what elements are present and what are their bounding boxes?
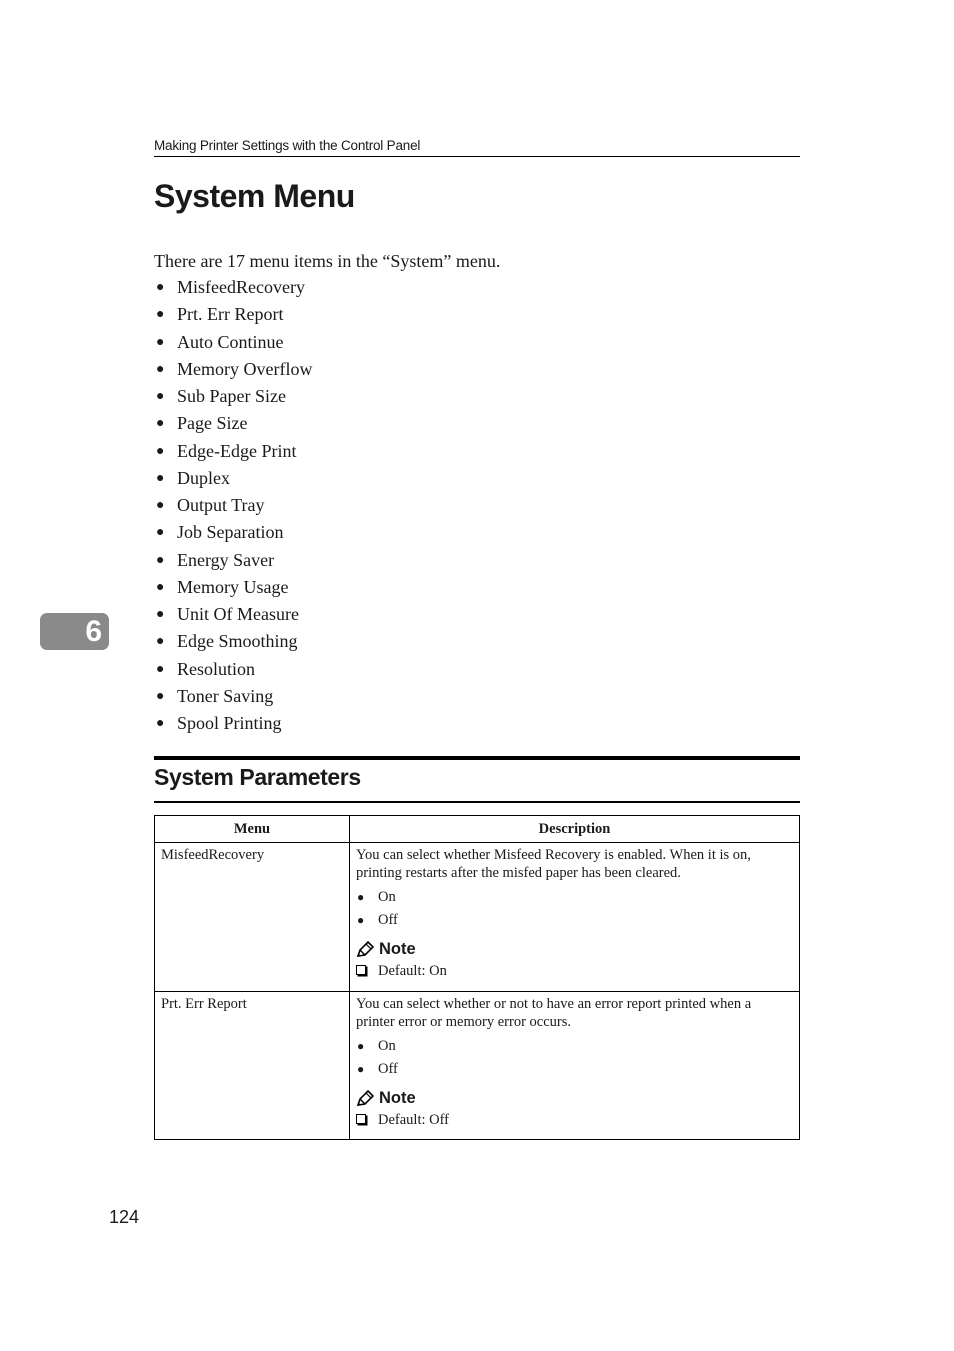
note-item xyxy=(356,1109,793,1131)
page-number: 124 xyxy=(109,1207,140,1227)
description-cell xyxy=(350,992,800,1140)
table-row xyxy=(155,843,800,992)
note-text: Default: On xyxy=(378,963,447,979)
bullet-icon: ● xyxy=(357,913,365,927)
section-title: System Parameters xyxy=(154,764,361,790)
list-item-label: Prt. Err Report xyxy=(177,304,284,325)
list-item-label: Spool Printing xyxy=(177,713,282,733)
note-label: Note xyxy=(379,1089,416,1107)
option-item xyxy=(356,1058,793,1081)
list-item xyxy=(154,547,312,574)
list-item xyxy=(154,274,312,301)
list-item xyxy=(154,519,312,546)
system-menu-list xyxy=(154,274,312,737)
bullet-icon: ● xyxy=(156,634,165,650)
option-item xyxy=(356,886,793,909)
bullet-icon: ● xyxy=(357,1039,365,1053)
section-rule xyxy=(154,756,800,760)
list-item xyxy=(154,683,312,710)
option-label: On xyxy=(378,1038,396,1054)
bullet-icon: ● xyxy=(156,716,165,731)
page-title: System Menu xyxy=(154,178,355,214)
list-item-label: Memory Usage xyxy=(177,576,289,597)
list-item-label: Job Separation xyxy=(177,522,284,543)
bullet-icon: ● xyxy=(156,498,165,513)
list-item-label: Edge-Edge Print xyxy=(177,440,297,461)
list-item xyxy=(154,465,312,492)
bullet-icon: ● xyxy=(156,416,165,432)
bullet-icon: ● xyxy=(156,470,165,486)
description-text: You can select whether Misfeed Recovery is enabled. When it is on, printing restarts after the misfed paper has been cleared. xyxy=(356,847,751,881)
bullet-icon: ● xyxy=(156,280,165,295)
checkbox-bullet-icon xyxy=(356,965,366,975)
list-item xyxy=(154,383,312,410)
bullet-icon: ● xyxy=(156,307,165,323)
option-label: On xyxy=(378,889,396,905)
chapter-tab: 6 xyxy=(40,613,109,650)
description-text: You can select whether or not to have an error report printed when a printer error or memory error occurs. xyxy=(356,996,752,1030)
note-item xyxy=(356,960,793,982)
list-item xyxy=(154,601,312,628)
list-item-label: Auto Continue xyxy=(177,331,284,352)
list-item xyxy=(154,492,312,519)
option-list xyxy=(356,1035,793,1081)
parameters-table xyxy=(154,815,800,1140)
list-item xyxy=(154,410,312,437)
list-item xyxy=(154,656,312,683)
list-item-label: Page Size xyxy=(177,413,248,434)
list-item-label: Edge Smoothing xyxy=(177,631,298,652)
list-item xyxy=(154,628,312,655)
option-label: Off xyxy=(378,1061,398,1077)
bullet-icon: ● xyxy=(156,579,165,595)
list-item xyxy=(154,438,312,465)
column-header-description: Description xyxy=(350,816,800,843)
list-item-label: Output Tray xyxy=(177,495,265,515)
column-header-menu: Menu xyxy=(155,816,350,843)
menu-cell: MisfeedRecovery xyxy=(155,843,350,992)
option-label: Off xyxy=(378,912,398,928)
intro-text: There are 17 menu items in the “System” menu. xyxy=(154,251,501,271)
list-item-label: Energy Saver xyxy=(177,549,275,570)
list-item-label: MisfeedRecovery xyxy=(177,277,305,297)
bullet-icon: ● xyxy=(156,552,165,568)
option-list xyxy=(356,886,793,932)
bullet-icon: ● xyxy=(357,890,365,904)
bullet-icon: ● xyxy=(156,361,165,377)
note-heading xyxy=(356,938,793,960)
list-item xyxy=(154,356,312,383)
list-item-label: Unit Of Measure xyxy=(177,604,299,624)
bullet-icon: ● xyxy=(357,1062,365,1076)
bullet-icon: ● xyxy=(156,607,165,622)
checkbox-bullet-icon xyxy=(356,1114,366,1124)
list-item-label: Sub Paper Size xyxy=(177,386,286,406)
list-item xyxy=(154,329,312,356)
list-item-label: Resolution xyxy=(177,658,256,679)
list-item-label: Toner Saving xyxy=(177,685,274,706)
table-row xyxy=(155,992,800,1140)
pencil-icon xyxy=(356,1090,374,1107)
list-item xyxy=(154,574,312,601)
bullet-icon: ● xyxy=(156,389,165,404)
running-header: Making Printer Settings with the Control Panel xyxy=(154,138,800,157)
bullet-icon: ● xyxy=(156,334,165,350)
section-underline xyxy=(154,801,800,803)
option-item xyxy=(356,1035,793,1058)
table-header-row xyxy=(155,816,800,843)
bullet-icon: ● xyxy=(156,525,165,541)
note-label: Note xyxy=(379,940,416,958)
bullet-icon: ● xyxy=(156,688,165,704)
list-item-label: Duplex xyxy=(177,467,230,488)
option-item xyxy=(356,909,793,932)
bullet-icon: ● xyxy=(156,443,165,459)
list-item xyxy=(154,710,312,737)
note-heading xyxy=(356,1087,793,1109)
pencil-icon xyxy=(356,941,374,958)
bullet-icon: ● xyxy=(156,661,165,677)
note-text: Default: Off xyxy=(378,1112,449,1128)
list-item-label: Memory Overflow xyxy=(177,358,313,379)
menu-cell: Prt. Err Report xyxy=(155,992,350,1140)
list-item xyxy=(154,301,312,328)
description-cell xyxy=(350,843,800,992)
